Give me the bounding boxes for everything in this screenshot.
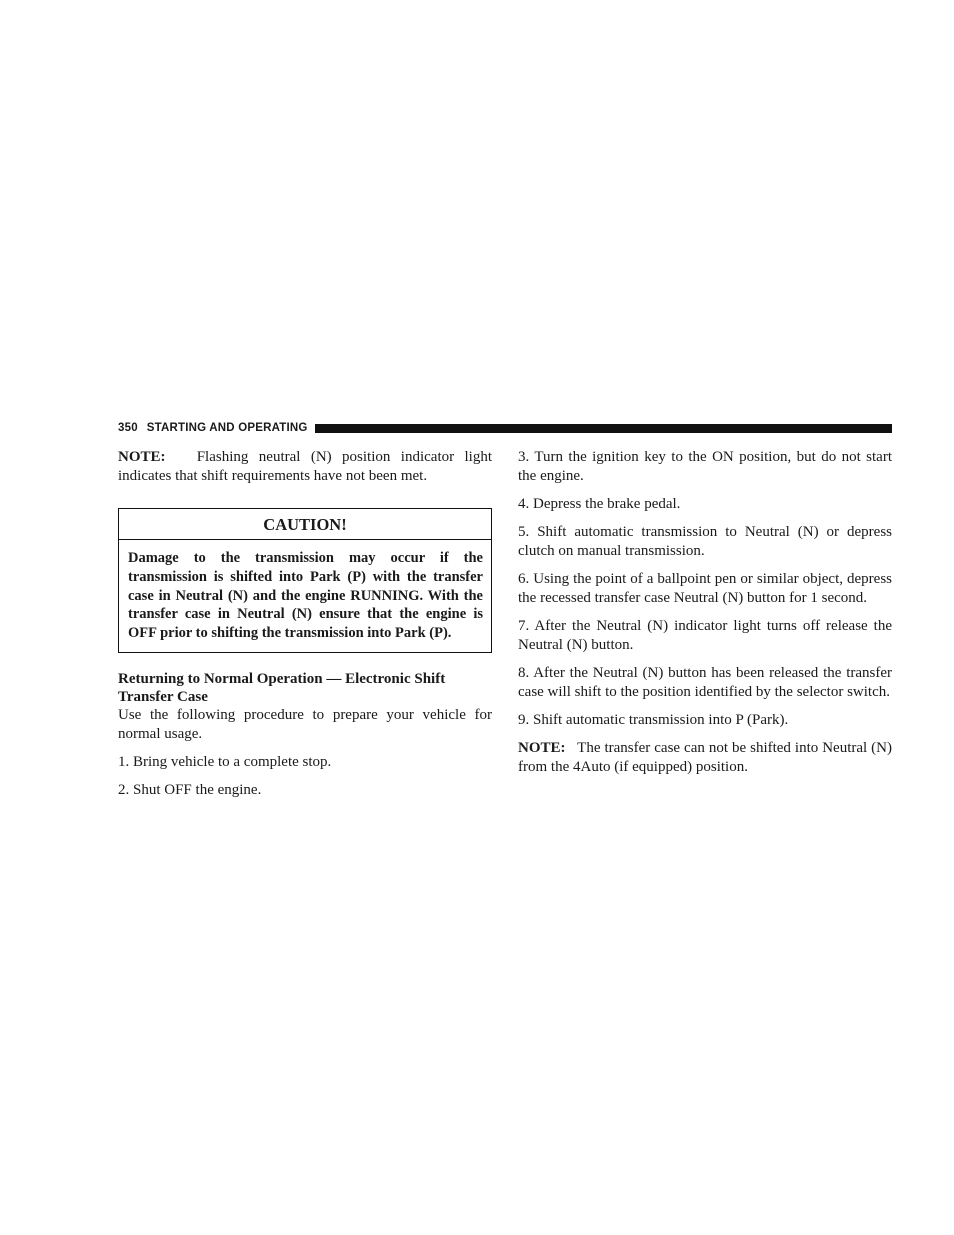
step-4: 4. Depress the brake pedal. (518, 496, 681, 512)
right-column (518, 448, 892, 777)
note-text: Flashing neutral (N) position indicator light indicates that shift requirements have not been met. (118, 449, 493, 484)
page-number: 350 (118, 422, 138, 434)
step-7: 7. After the Neutral (N) indicator light turns off release the Neutral (N) button. (518, 618, 892, 653)
caution-title: CAUTION! (119, 509, 491, 540)
step-1: 1. Bring vehicle to a complete stop. (118, 753, 332, 770)
note-label: NOTE: (118, 449, 166, 465)
caution-box (118, 508, 492, 653)
step-5: 5. Shift automatic transmission to Neutral (N) or depress clutch on manual transmission. (518, 524, 892, 559)
note-paragraph (118, 448, 492, 486)
note-label-2: NOTE: (518, 740, 566, 756)
note-text-2: The transfer case can not be shifted into Neutral (N) from the 4Auto (if equipped) position. (518, 740, 892, 775)
intro-paragraph: Use the following procedure to prepare your vehicle for normal usage. (118, 706, 492, 742)
section-subheading: Returning to Normal Operation — Electronic Shift Transfer Case (118, 670, 446, 705)
note-paragraph-2 (518, 739, 892, 777)
page-header (118, 420, 892, 436)
step-3: 3. Turn the ignition key to the ON position, but do not start the engine. (518, 449, 892, 484)
section-title: STARTING AND OPERATING (146, 422, 308, 434)
step-9: 9. Shift automatic transmission into P (Park). (518, 712, 789, 728)
step-8: 8. After the Neutral (N) button has been released the transfer case will shift to the position identified by the selector switch. (518, 665, 892, 700)
step-2: 2. Shut OFF the engine. (118, 781, 262, 798)
step-6: 6. Using the point of a ballpoint pen or similar object, depress the recessed transfer case Neutral (N) button for 1 second. (518, 571, 892, 606)
header-rule (315, 424, 892, 433)
caution-body: Damage to the transmission may occur if the transmission is shifted into Park (P) with the transfer case in Neutral (N) and the engine RUNNING. With the transfer case in Neutral (N) ensure that the engine is OFF prior to shifting the transmission into Park (P). (128, 550, 483, 642)
left-column (118, 448, 492, 800)
